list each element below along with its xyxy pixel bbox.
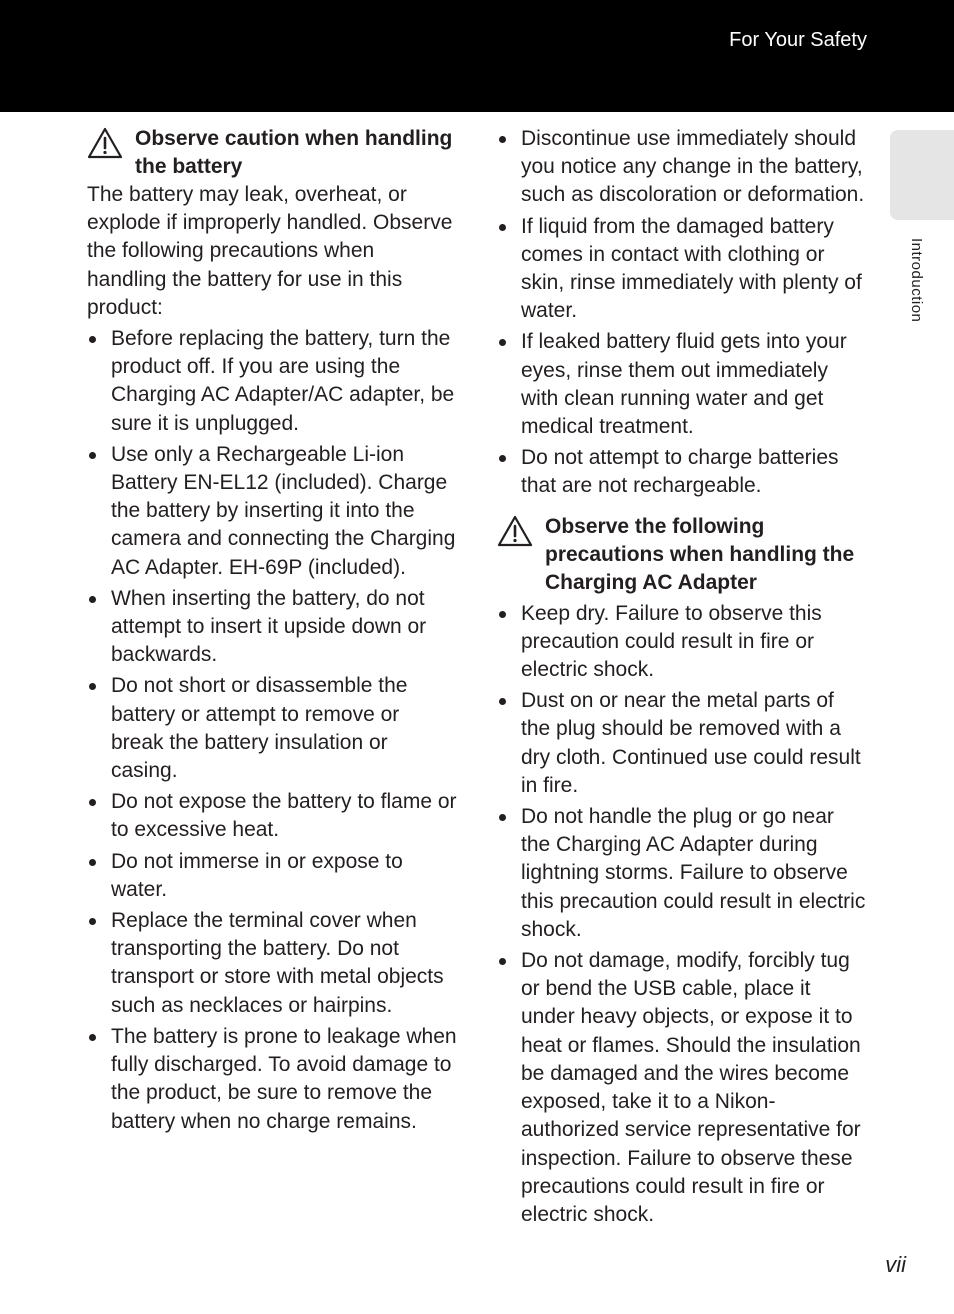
list-item: Discontinue use immediately should you notice any change in the battery, such as discoloration or deformation. [497, 125, 867, 210]
section-tab-label: Introduction [908, 238, 925, 323]
list-item: Do not immerse in or expose to water. [87, 848, 457, 904]
left-column [87, 125, 457, 1139]
right-column [497, 125, 867, 1232]
list-item: The battery is prone to leakage when fully discharged. To avoid damage to the product, be sure to remove the battery when no charge remains. [87, 1023, 457, 1136]
list-item: If leaked battery fluid gets into your eyes, rinse them out immediately with clean running water and get medical treatment. [497, 328, 867, 441]
list-item: When inserting the battery, do not attempt to insert it upside down or backwards. [87, 585, 457, 670]
list-item: Before replacing the battery, turn the product off. If you are using the Charging AC Adapter/AC adapter, be sure it is unplugged. [87, 325, 457, 438]
battery-precautions-continued-list [497, 125, 867, 501]
list-item: Replace the terminal cover when transporting the battery. Do not transport or store with metal objects such as necklaces or hairpins. [87, 907, 457, 1020]
list-item: Do not attempt to charge batteries that are not rechargeable. [497, 444, 867, 500]
list-item: Do not short or disassemble the battery or attempt to remove or break the battery insulation or casing. [87, 672, 457, 785]
warning-icon [497, 515, 537, 549]
list-item: Use only a Rechargeable Li-ion Battery EN-EL12 (included). Charge the battery by inserting it into the camera and connecting the Charging AC Adapter. EH-69P (included). [87, 441, 457, 582]
adapter-precautions-list [497, 600, 867, 1229]
list-item: Do not damage, modify, forcibly tug or bend the USB cable, place it under heavy objects, or expose it to heat or flames. Should the insulation be damaged and the wires become exposed, take it to a Nikon-authorized service representative for inspection. Failure to observe these precautions could result in fire or electric shock. [497, 947, 867, 1229]
intro-paragraph: The battery may leak, overheat, or explode if improperly handled. Observe the following precautions when handling the battery for use in this product: [87, 183, 453, 319]
heading-text: Observe the following precautions when handling the Charging AC Adapter [545, 514, 855, 594]
adapter-caution-heading [497, 513, 867, 597]
list-item: Do not expose the battery to flame or to excessive heat. [87, 788, 457, 844]
section-title: For Your Safety [729, 29, 867, 51]
battery-precautions-list [87, 325, 457, 1136]
list-item: Keep dry. Failure to observe this precaution could result in fire or electric shock. [497, 600, 867, 685]
warning-icon [87, 127, 127, 161]
list-item: Do not handle the plug or go near the Charging AC Adapter during lightning storms. Failure to observe this precaution could result in electric shock. [497, 803, 867, 944]
page-number: vii [885, 1252, 906, 1277]
battery-caution-heading [87, 125, 457, 181]
list-item: If liquid from the damaged battery comes in contact with clothing or skin, rinse immediately with plenty of water. [497, 213, 867, 326]
section-tab [890, 130, 954, 220]
list-item: Dust on or near the metal parts of the plug should be removed with a dry cloth. Continued use could result in fire. [497, 687, 867, 800]
header-bar [0, 0, 954, 112]
heading-text: Observe caution when handling the battery [135, 127, 453, 178]
